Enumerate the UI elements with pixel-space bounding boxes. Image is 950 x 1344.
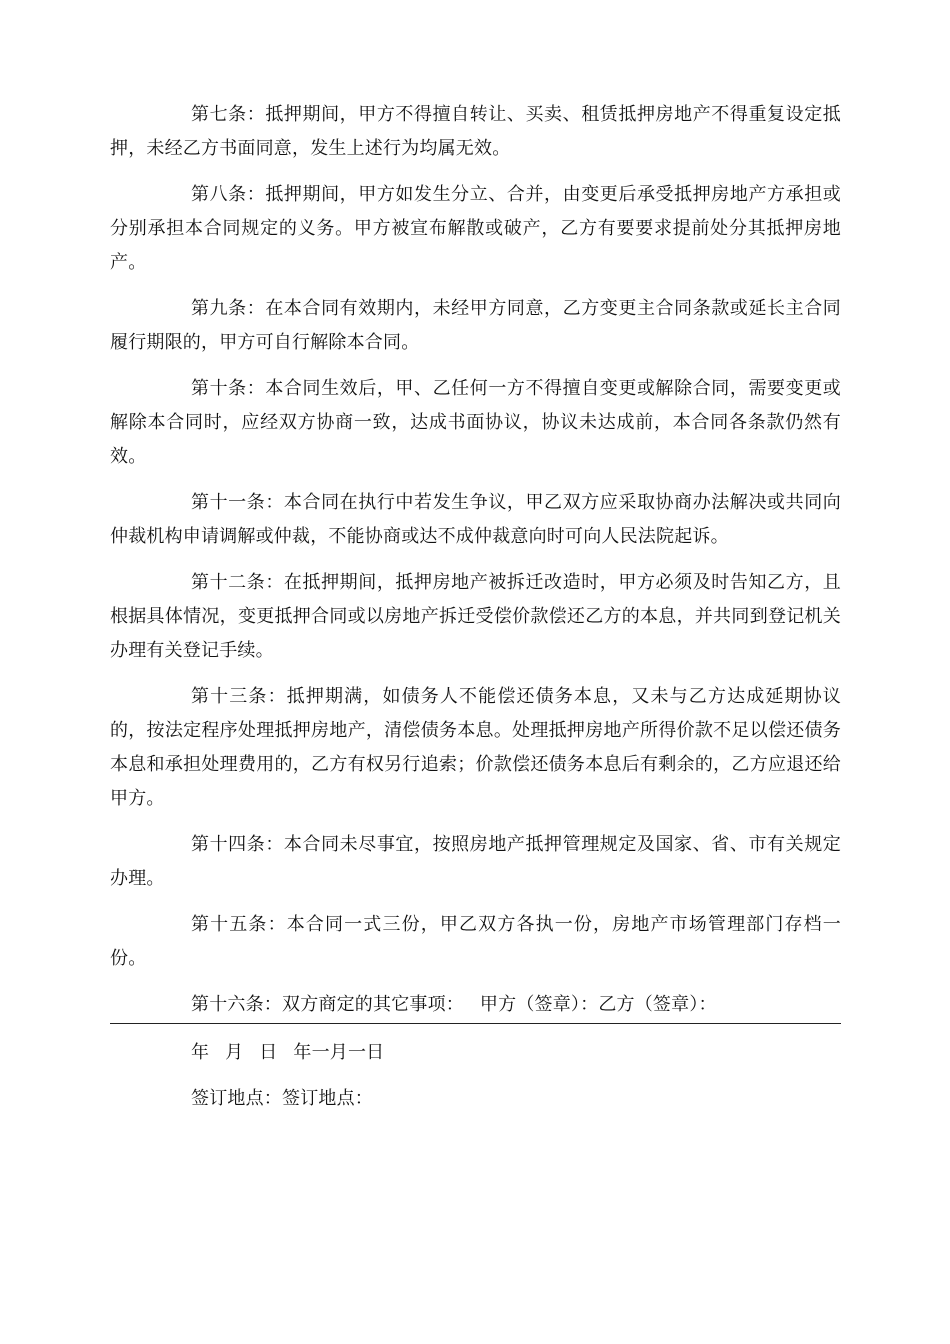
article-15: 第十五条：本合同一式三份，甲乙双方各执一份，房地产市场管理部门存档一份。 [110,914,841,969]
date-second-label: 年一月一日 [293,1042,385,1063]
date-line [110,1036,841,1070]
article-7: 第七条：抵押期间，甲方不得擅自转让、买卖、租赁抵押房地产不得重复设定抵押，未经乙方书面同意，发生上述行为均属无效。 [110,104,841,159]
article-11: 第十一条：本合同在执行中若发生争议，甲乙双方应采取协商办法解决或共同向仲裁机构申请调解或仲裁，不能协商或达不成仲裁意向时可向人民法院起诉。 [110,492,841,547]
article-12: 第十二条：在抵押期间，抵押房地产被拆迁改造时，甲方必须及时告知乙方，且根据具体情况，变更抵押合同或以房地产拆迁受偿价款偿还乙方的本息，并共同到登记机关办理有关登记手续。 [110,572,841,661]
article-13: 第十三条：抵押期满，如债务人不能偿还债务本息，又未与乙方达成延期协议的，按法定程序处理抵押房地产，清偿债务本息。处理抵押房地产所得价款不足以偿还债务本息和承担处理费用的，乙方有权另行追索；价款偿还债务本息后有剩余的，乙方应退还给甲方。 [110,686,841,809]
article-14: 第十四条：本合同未尽事宜，按照房地产抵押管理规定及国家、省、市有关规定办理。 [110,834,841,889]
article-16-line [110,988,841,1024]
document-page [110,98,841,1116]
article-8: 第八条：抵押期间，甲方如发生分立、合并，由变更后承受抵押房地产方承担或分别承担本合同规定的义务。甲方被宣布解散或破产，乙方有要要求提前处分其抵押房地产。 [110,184,841,273]
date-day-label: 日 [259,1042,278,1063]
article-10: 第十条：本合同生效后，甲、乙任何一方不得擅自变更或解除合同，需要变更或解除本合同时，应经双方协商一致，达成书面协议，协议未达成前，本合同各条款仍然有效。 [110,378,841,467]
article-16-text: 第十六条：双方商定的其它事项： [191,994,464,1015]
date-year-label: 年 [191,1042,210,1063]
article-9: 第九条：在本合同有效期内，未经甲方同意，乙方变更主合同条款或延长主合同履行期限的，甲方可自行解除本合同。 [110,298,841,353]
signing-place-line: 签订地点：签订地点： [191,1088,373,1109]
party-a-signature-label: 甲方（签章）： [479,994,599,1015]
date-month-label: 月 [225,1042,244,1063]
party-b-signature-label: 乙方（签章）： [598,994,717,1015]
